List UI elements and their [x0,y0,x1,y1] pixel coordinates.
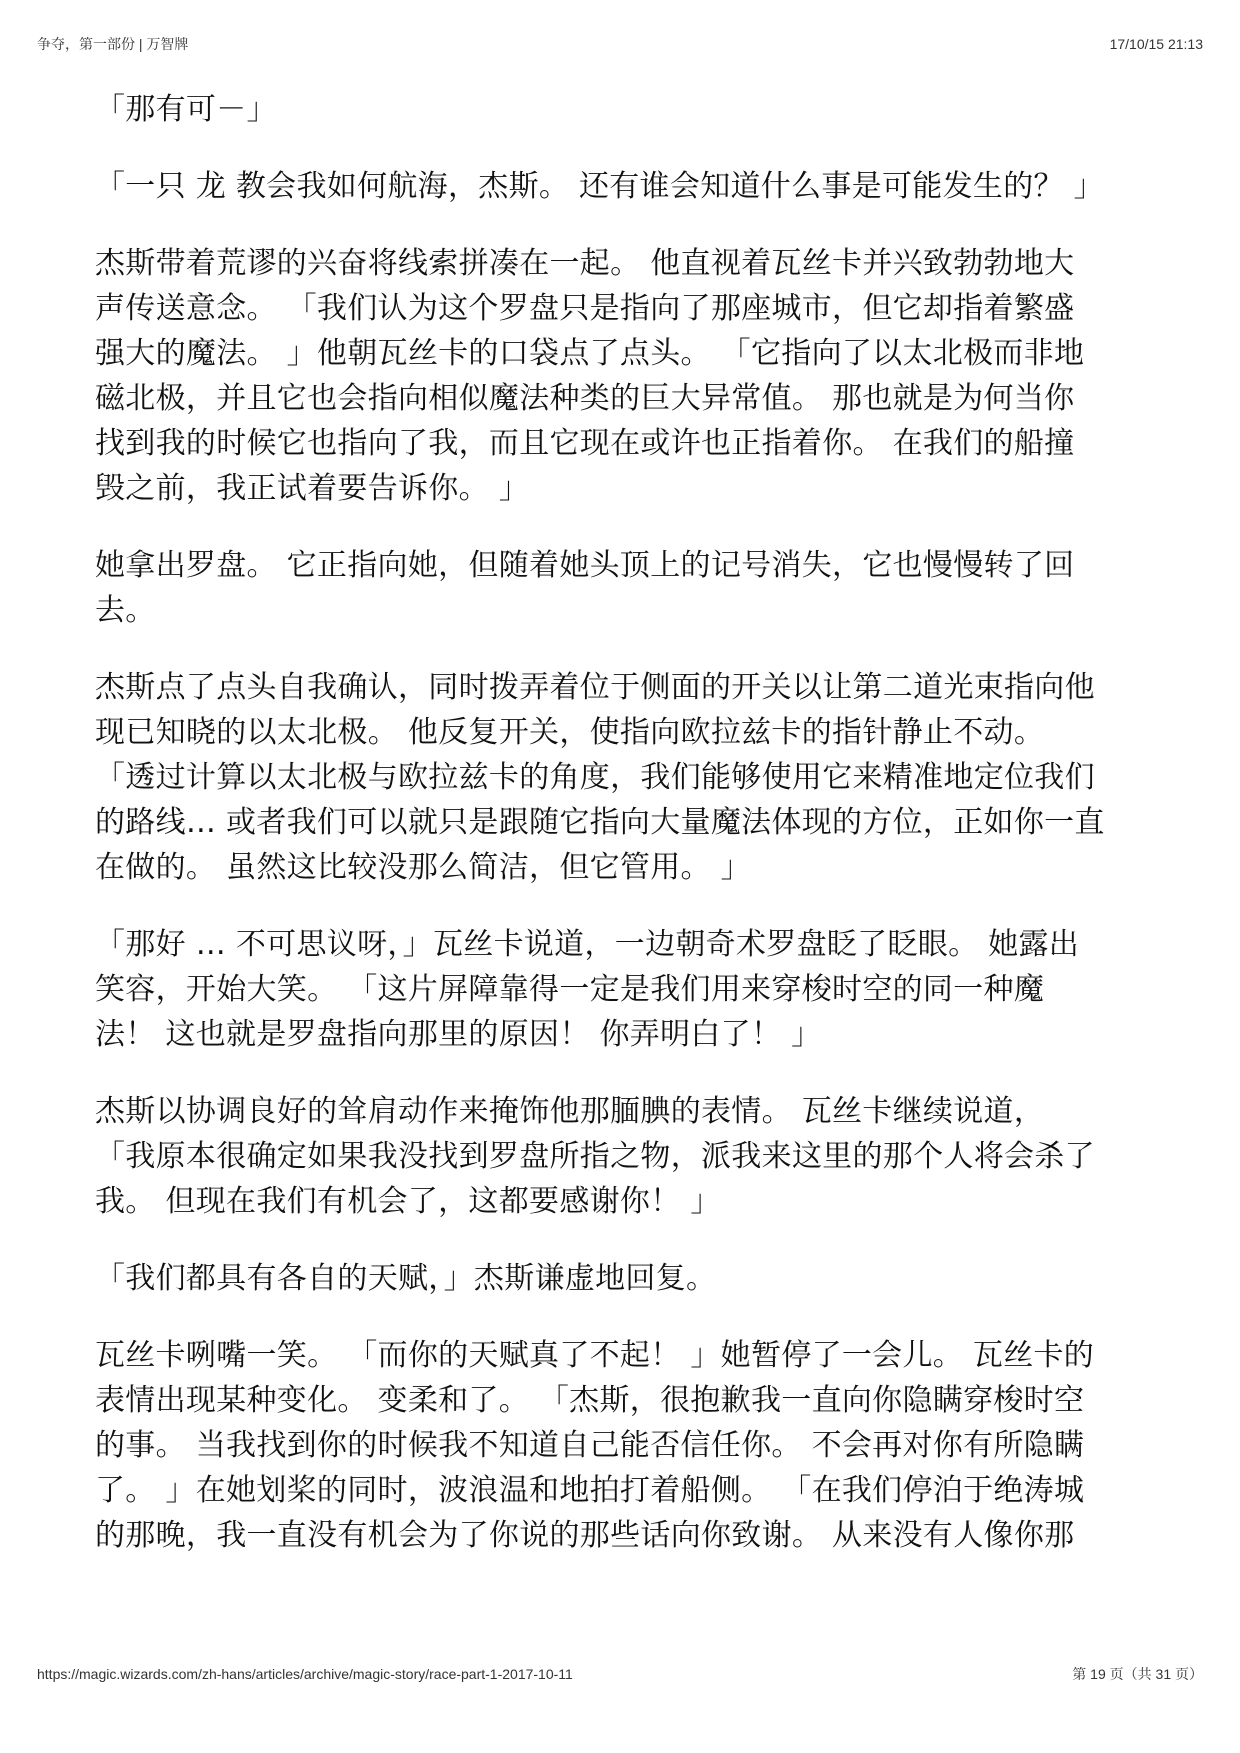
paragraph [95,241,1155,511]
text-line: 的路线… 或者我们可以就只是跟随它指向大量魔法体现的方位，正如你一直 [95,805,1105,840]
text-line: 「透过计算以太北极与欧拉兹卡的角度，我们能够使用它来精准地定位我们 [95,760,1095,795]
text-line: 了。 」在她划桨的同时，波浪温和地拍打着船侧。 「在我们停泊于绝涛城 [95,1473,1085,1508]
print-footer [37,1664,1203,1684]
text-line: 在做的。 虽然这比较没那么简洁，但它管用。 」 [95,850,751,885]
text-line: 法！ 这也就是罗盘指向那里的原因！ 你弄明白了！ 」 [95,1017,822,1052]
paragraph [95,665,1155,890]
page-number: 第 19 页（共 31 页） [1072,1666,1203,1682]
text-line: 磁北极，并且它也会指向相似魔法种类的巨大异常值。 那也就是为何当你 [95,381,1075,416]
text-line: 去。 [95,593,156,628]
source-url[interactable]: https://magic.wizards.com/zh-hans/articles/archive/magic-story/race-part-1-2017-10-11 [37,1666,573,1682]
text-line: 「那好 … 不可思议呀，」瓦丝卡说道，一边朝奇术罗盘眨了眨眼。 她露出 [95,927,1080,962]
text-line: 表情出现某种变化。 变柔和了。 「杰斯，很抱歉我一直向你隐瞒穿梭时空 [95,1383,1085,1418]
text-line: 「那有可－」 [95,92,277,127]
paragraph [95,543,1155,633]
article-body [95,87,1155,1590]
text-line: 杰斯点了点头自我确认，同时拨弄着位于侧面的开关以让第二道光束指向他 [95,670,1095,705]
text-line: 现已知晓的以太北极。 他反复开关，使指向欧拉兹卡的指针静止不动。 [95,715,1045,750]
text-line: 杰斯带着荒谬的兴奋将线索拼凑在一起。 他直视着瓦丝卡并兴致勃勃地大 [95,246,1075,281]
text-line: 的事。 当我找到你的时候我不知道自己能否信任你。 不会再对你有所隐瞒 [95,1428,1085,1463]
page-title: 争夺，第一部份 | 万智牌 [37,36,189,52]
text-line: 杰斯以协调良好的耸肩动作来掩饰他那腼腆的表情。 瓦丝卡继续说道， [95,1094,1045,1129]
paragraph [95,922,1155,1057]
text-line: 强大的魔法。 」他朝瓦丝卡的口袋点了点头。 「它指向了以太北极而非地 [95,336,1085,371]
print-header [37,34,1203,54]
text-line: 的那晚，我一直没有机会为了你说的那些话向你致谢。 从来没有人像你那 [95,1518,1075,1553]
paragraph [95,164,1155,209]
text-line: 她拿出罗盘。 它正指向她，但随着她头顶上的记号消失，它也慢慢转了回 [95,548,1075,583]
print-datetime: 17/10/15 21:13 [1109,36,1203,52]
text-line: 「我原本很确定如果我没找到罗盘所指之物，派我来这里的那个人将会杀了 [95,1139,1095,1174]
text-line: 找到我的时候它也指向了我，而且它现在或许也正指着你。 在我们的船撞 [95,426,1075,461]
text-line: 瓦丝卡咧嘴一笑。 「而你的天赋真了不起！ 」她暂停了一会儿。 瓦丝卡的 [95,1338,1095,1373]
paragraph [95,1256,1155,1301]
paragraph [95,1333,1155,1558]
text-line: 笑容，开始大笑。 「这片屏障靠得一定是我们用来穿梭时空的同一种魔 [95,972,1045,1007]
text-line: 「我们都具有各自的天赋，」杰斯谦虚地回复。 [95,1261,717,1296]
paragraph [95,87,1155,132]
paragraph [95,1089,1155,1224]
text-line: 我。 但现在我们有机会了，这都要感谢你！ 」 [95,1184,721,1219]
text-line: 声传送意念。 「我们认为这个罗盘只是指向了那座城市，但它却指着繁盛 [95,291,1075,326]
text-line: 「一只 龙 教会我如何航海，杰斯。 还有谁会知道什么事是可能发生的？ 」 [95,169,1104,204]
text-line: 毁之前，我正试着要告诉你。 」 [95,471,530,506]
